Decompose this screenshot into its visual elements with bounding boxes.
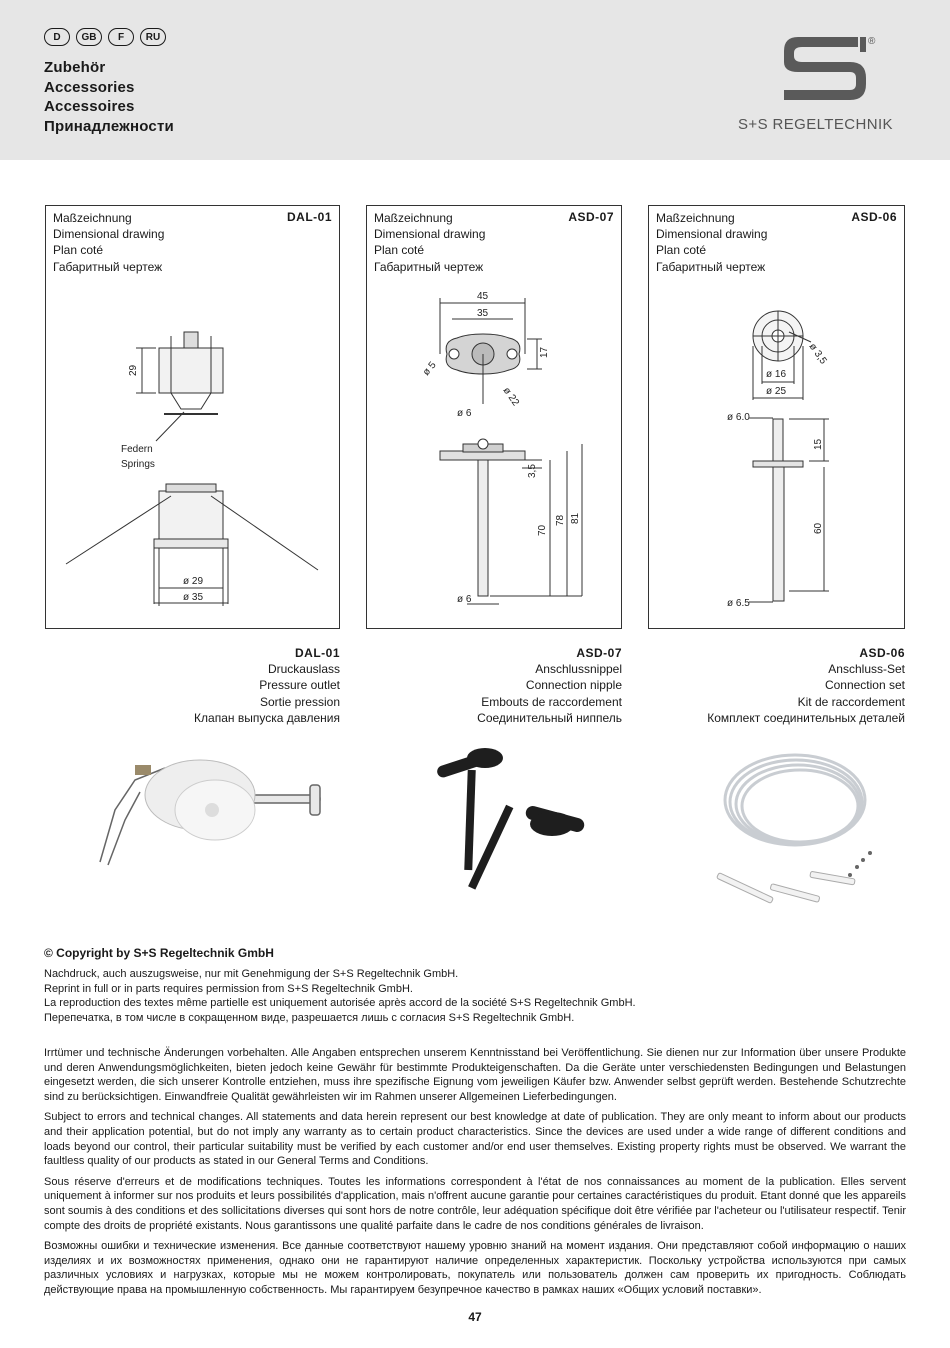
product-asd-07 (422, 645, 622, 726)
drawing-panel-asd-06 (648, 205, 905, 629)
label-ru: Габаритный чертеж (53, 259, 163, 274)
language-badges (44, 28, 166, 46)
dim-d16: ø 16 (766, 369, 787, 380)
company-logo (780, 34, 886, 104)
product-code: ASD-06 (859, 646, 905, 660)
dimensional-drawing (367, 206, 623, 630)
copyright-heading: © Copyright by S+S Regeltechnik GmbH (44, 946, 274, 960)
product-asd-06 (685, 645, 905, 726)
reprint-fr: La reproduction des textes même partielle est uniquement autorisée après accord de la société S+S Regeltechnik GmbH. (44, 997, 636, 1009)
product-photo-asd-06 (700, 735, 905, 935)
dim-17: 17 (539, 346, 550, 358)
product-name-ru: Клапан выпуска давления (194, 710, 340, 725)
dim-3-5: 3,5 (527, 464, 538, 478)
note-springs-de: Federn (121, 444, 153, 455)
dimensional-drawing (649, 206, 906, 630)
product-photo-asd-07 (430, 740, 600, 905)
page-number: 47 (468, 1310, 482, 1324)
label-fr: Plan coté (53, 243, 104, 258)
dim-35: 35 (477, 308, 489, 319)
dim-d35: ø 35 (183, 592, 204, 603)
product-name-ru: Соединительный ниппель (477, 710, 622, 725)
reprint-en: Reprint in full or in parts requires permission from S+S Regeltechnik GmbH. (44, 982, 413, 995)
dimensional-drawing (46, 206, 341, 630)
product-name-en: Connection nipple (525, 678, 622, 693)
dim-45: 45 (477, 291, 489, 302)
panel-code: DAL-01 (286, 210, 332, 224)
dim-pipe-bottom-6: ø 6 (457, 594, 472, 605)
product-name-de: Druckauslass (267, 662, 340, 677)
dim-15: 15 (813, 438, 824, 450)
product-name-en: Pressure outlet (259, 678, 340, 693)
product-name-de: Anschlussnippel (535, 662, 622, 677)
language-badge-gb: GB (76, 28, 102, 46)
language-badge-de: D (44, 28, 70, 46)
dim-hole-5: ø 5 (420, 359, 439, 378)
dim-flange-22: ø 22 (500, 385, 522, 409)
product-name-ru: Комплект соединительных деталей (707, 710, 905, 725)
dim-bottom-6-5: ø 6.5 (727, 598, 750, 609)
reprint-de: Nachdruck, auch auszugsweise, nur mit Genehmigung der S+S Regeltechnik GmbH. (44, 968, 459, 980)
panel-code: ASD-07 (568, 210, 614, 224)
dim-height: 29 (128, 364, 139, 376)
product-name-fr: Sortie pression (259, 694, 340, 709)
dim-d25: ø 25 (766, 386, 787, 397)
language-badge-ru: RU (140, 28, 166, 46)
page-titles (44, 58, 174, 136)
panel-code: ASD-06 (851, 210, 897, 224)
dim-d29: ø 29 (183, 576, 204, 587)
product-name-en: Connection set (824, 678, 905, 693)
drawing-panel-asd-07 (366, 205, 622, 629)
product-photo-dal-01 (80, 740, 340, 880)
label-en: Dimensional drawing (53, 227, 165, 242)
product-code: DAL-01 (294, 646, 340, 660)
label-ru: Габаритный чертеж (374, 259, 484, 274)
dim-78: 78 (555, 514, 566, 526)
label-fr: Plan coté (374, 243, 425, 258)
disclaimer-ru: Возможны ошибки и технические изменения. Все данные соответствуют нашему уровню знаний на момент издания. Они представляют собой информацию о наших изделиях и их возможностях применения, однако они не гарантируют наличие определенных характеристик. Поскольку устройства используются при самых различных условиях и нагрузках, которые мы не можем контролировать, покупатель или пользователь должен сам проверить их пригодность. Соблюдать действующие права на промышленную собственность. Мы гарантируем безупречное качество в рамках наших «Общих условий поставки». (44, 1240, 906, 1296)
company-logo-text: S+S REGELTECHNIK (738, 116, 893, 133)
dim-pipe-top-6: ø 6 (457, 408, 472, 419)
title-de: Zubehör (44, 59, 106, 76)
drawing-panel-dal-01 (45, 205, 340, 629)
label-en: Dimensional drawing (374, 227, 486, 242)
product-name-fr: Kit de raccordement (797, 694, 905, 709)
reprint-notice (44, 967, 636, 1025)
title-en: Accessories (44, 78, 135, 96)
dim-70: 70 (537, 524, 548, 536)
title-ru: Принадлежности (44, 117, 174, 135)
label-ru: Габаритный чертеж (656, 259, 766, 274)
reprint-ru: Перепечатка, в том числе в сокращенном виде, разрешается лишь с согласия S+S Regeltechnik GmbH. (44, 1011, 575, 1024)
product-dal-01 (140, 645, 340, 726)
label-de: Maßzeichnung (656, 211, 735, 225)
dim-hole-3-5: ø 3,5 (806, 341, 829, 367)
dim-top-6: ø 6.0 (727, 412, 750, 423)
dim-81: 81 (570, 512, 581, 524)
note-springs-en: Springs (121, 459, 155, 470)
page-header (0, 0, 950, 160)
label-fr: Plan coté (656, 243, 707, 258)
disclaimer-en: Subject to errors and technical changes. All statements and data herein represent our best knowledge at date of publication. They are only meant to inform about our products and their application potential, but do not imply any warranty as to certain product characteristics. Since the devices are used under a wide range of different conditions and loads beyond our control, their particular suitability must be verified by each customer and/or end user themselves. Existing property rights must be observed. We warrant the faultless quality of our products as stated in our General Terms and Conditions. (44, 1111, 906, 1168)
product-name-de: Anschluss-Set (828, 662, 905, 677)
product-name-fr: Embouts de raccordement (481, 694, 622, 709)
label-de: Maßzeichnung (374, 211, 453, 225)
language-badge-fr: F (108, 28, 134, 46)
dim-60: 60 (813, 522, 824, 534)
label-en: Dimensional drawing (656, 227, 768, 242)
registered-mark: ® (868, 36, 876, 47)
disclaimer-block (44, 1046, 906, 1304)
product-code: ASD-07 (576, 646, 622, 660)
label-de: Maßzeichnung (53, 211, 132, 225)
disclaimer-de: Irrtümer und technische Änderungen vorbehalten. Alle Angaben entsprechen unserem Kenntnisstand bei Veröffentlichung. Sie dienen nur zur Information über unsere Produkte und deren Anwendungsmöglichkeiten, bieten jedoch keine Gewähr für bestimmte Produkteigenschaften. Da die Geräte unter verschiedensten Bedingungen und Belastungen eingesetzt werden, die sich unserer Kontrolle entziehen, muss ihre spezifische Eignung vom jeweiligen Käufer bzw. Anwender selbst geprüft werden. Bestehende Schutzrechte sind zu berücksichtigen. Einwandfreie Qualität gewährleisten wir im Rahmen unserer Allgemeinen Lieferbedingungen. (44, 1047, 906, 1103)
disclaimer-fr: Sous réserve d'erreurs et de modifications techniques. Toutes les informations correspondent à l'état de nos connaissances au moment de la publication. Elles servent uniquement à informer sur nos produits et leurs possibilités d'application, mais n'offrent aucune garantie pour certaines caractéristiques du produit. Etant donné que les appareils sont soumis à des conditions et des sollicitations diverses qui sont hors de notre contrôle, leur adéquation spécifique doit être vérifiée par l'acheteur ou l'utilisateur respectif. Tenir compte des droits de propriété existants. Nous garantissons une qualité parfaite dans le cadre de nos conditions générales de livraison. (44, 1175, 906, 1232)
title-fr: Accessoires (44, 98, 135, 115)
